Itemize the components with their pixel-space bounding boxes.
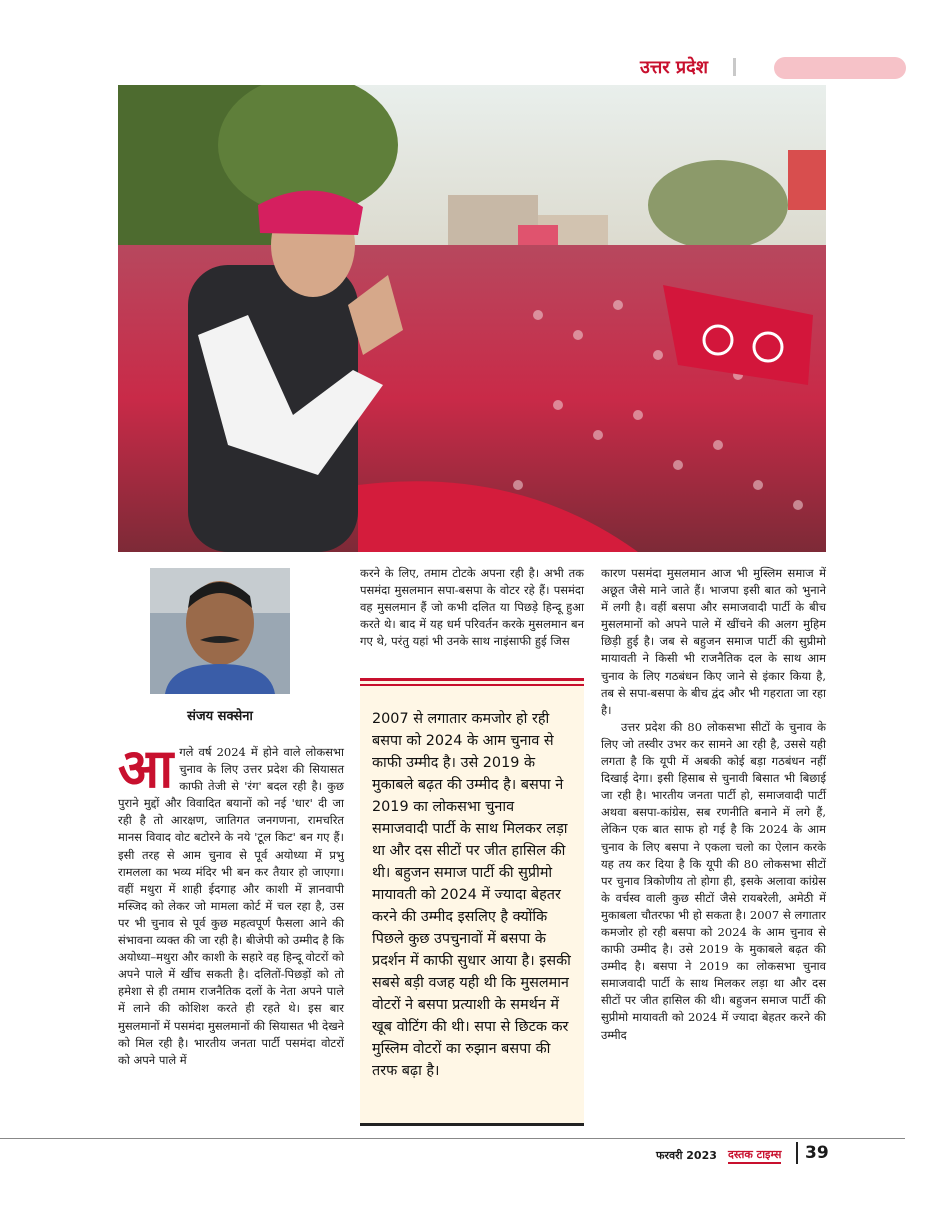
column-2-text: करने के लिए, तमाम टोटके अपना रही है। अभी तक पसमंदा मुसलमान सपा-बसपा के वोटर रहे हैं। पसमंदा वह मुसलमान हैं जो कभी दलित या पिछड़े हिन्दू हुआ करते थे। बाद में यह धर्म परिवर्तन करके मुसलमान बन गए थे, परंतु यहां भी उनके साथ नाइंसाफी हुई जिस — [360, 566, 584, 649]
column-3-paragraph-2: उत्तर प्रदेश की 80 लोकसभा सीटों के चुनाव के लिए जो तस्वीर उभर कर सामने आ रही है, उससे यही लगता है कि यूपी में अबकी कोई बड़ा गठबंधन नहीं दिखाई देगा। इसी हिसाब से चुनावी बिसात भी बिछाई जा रही है। भारतीय जनता पार्टी हो, समाजवादी पार्टी अथवा बसपा-कांग्रेस, सब रणनीति बनाने में लगे हैं, लेकिन एक बात साफ हो गई है कि 2024 के आम चुनाव के लिए बसपा ने एकला चलो का ऐलान करके यह तय कर दिया है कि यूपी की 80 लोकसभा सीटों पर चुनाव त्रिकोणीय तो होगा ही, इसके अलावा कांग्रेस के वर्चस्व वाली कुछ सीटों जैसे रायबरेली, अमेठी में मुकाबला चौतरफा भी हो सकता है। 2007 से लगातार कमजोर हो रही बसपा को 2024 के आम चुनाव से काफी उम्मीद है। उसे 2019 के मुकाबले बढ़त की उम्मीद है। बसपा ने 2019 का लोकसभा चुनाव समाजवादी पार्टी के साथ मिलकर लड़ा था और दस सीटों पर जीत हासिल की थी। बहुजन समाज पार्टी की सुप्रीमो मायावती को 2024 में ज्यादा बेहतर करने की उम्मीद — [601, 719, 826, 1042]
section-title: उत्तर प्रदेश — [640, 57, 708, 78]
page-number: 39 — [805, 1143, 829, 1163]
magazine-logo: दस्तक टाइम्स — [728, 1147, 781, 1164]
pull-quote-top-rule-thin — [360, 684, 584, 686]
footer-date: फरवरी 2023 — [656, 1149, 717, 1162]
article-column-3 — [601, 565, 826, 1044]
pull-quote-box — [360, 678, 584, 1126]
author-photo — [150, 568, 290, 694]
drop-cap: आ — [118, 736, 174, 800]
pull-quote-bottom-rule — [360, 1123, 584, 1126]
footer-rule — [0, 1138, 905, 1139]
article-column-2 — [360, 565, 584, 650]
author-name: संजय सक्सेना — [187, 709, 253, 724]
section-pill-decoration — [774, 57, 906, 79]
main-rally-photo — [118, 85, 826, 552]
article-column-1 — [118, 736, 344, 1069]
footer-divider — [796, 1142, 798, 1164]
column-1-text: गले वर्ष 2024 में होने वाले लोकसभा चुनाव के लिए उत्तर प्रदेश की सियासत काफी तेजी से 'रंग' बदल रही है। कुछ पुराने मुद्दों और विवादित बयानों को नई 'धार' दी जा रही है तो आरक्षण, जातिगत जनगणना, रामचरित मानस विवाद वोट बटोरने के नये 'टूल किट' बन गए हैं। इसी तरह से आम चुनाव से पूर्व अयोध्या में प्रभु रामलला का भव्य मंदिर भी बन कर तैयार हो जाएगा। वहीं मथुरा में शाही ईदगाह और काशी में ज्ञानवापी मस्जिद को लेकर जो मामला कोर्ट में चल रहा है, उस पर भी चुनाव से पूर्व कुछ महत्वपूर्ण फैसला आने की संभावना व्यक्त की जा रही है। बीजेपी को उम्मीद है कि अयोध्या–मथुरा और काशी के सहारे वह हिन्दू वोटरों को अपने पाले में खींच सकती है। दलितों-पिछड़ों को तो हमेशा से ही तमाम राजनैतिक दलों के नेता अपने पाले में लाने की कोशिश करते ही रहते थे। इस बार मुसलमानों में पसमंदा मुसलमानों की सियासत भी देखने को मिल रही है। भारतीय जनता पार्टी पसमंदा वोटरों को अपने पाले में — [118, 745, 344, 1067]
pull-quote-text: 2007 से लगातार कमजोर हो रही बसपा को 2024 के आम चुनाव से काफी उम्मीद है। उसे 2019 के मुकाबले बढ़त की उम्मीद है। बसपा ने 2019 का लोकसभा चुनाव समाजवादी पार्टी के साथ मिलकर लड़ा था और दस सीटों पर जीत हासिल की थी। बहुजन समाज पार्टी की सुप्रीमो मायावती को 2024 में ज्यादा बेहतर करने की उम्मीद इसलिए है क्योंकि पिछले कुछ उपचुनावों में बसपा के प्रदर्शन में काफी सुधार आया है। इसकी सबसे बड़ी वजह यही थी कि मुसलमान वोटरों ने बसपा प्रत्याशी के समर्थन में खूब वोटिंग की थी। सपा से छिटक कर मुस्लिम वोटरों का रुझान बसपा की तरफ बढ़ा है। — [372, 711, 571, 1079]
column-3-paragraph-1: कारण पसमंदा मुसलमान आज भी मुस्लिम समाज में अछूत जैसे माने जाते हैं। भाजपा इसी बात को भुनाने में लगी है। वहीं बसपा और समाजवादी पार्टी के बीच मुसलमानों को अपने पाले में खींचने की अलग मुहिम छिड़ी हुई है। जब से बहुजन समाज पार्टी की सुप्रीमो मायावती ने किसी भी राजनैतिक दल के साथ आम चुनाव के लिए गठबंधन किए जाने से इंकार किया है, तब से सपा-बसपा के बीच द्वंद और भी गहराता जा रहा है। — [601, 566, 826, 717]
section-divider — [733, 58, 736, 76]
pull-quote-top-rule — [360, 678, 584, 681]
